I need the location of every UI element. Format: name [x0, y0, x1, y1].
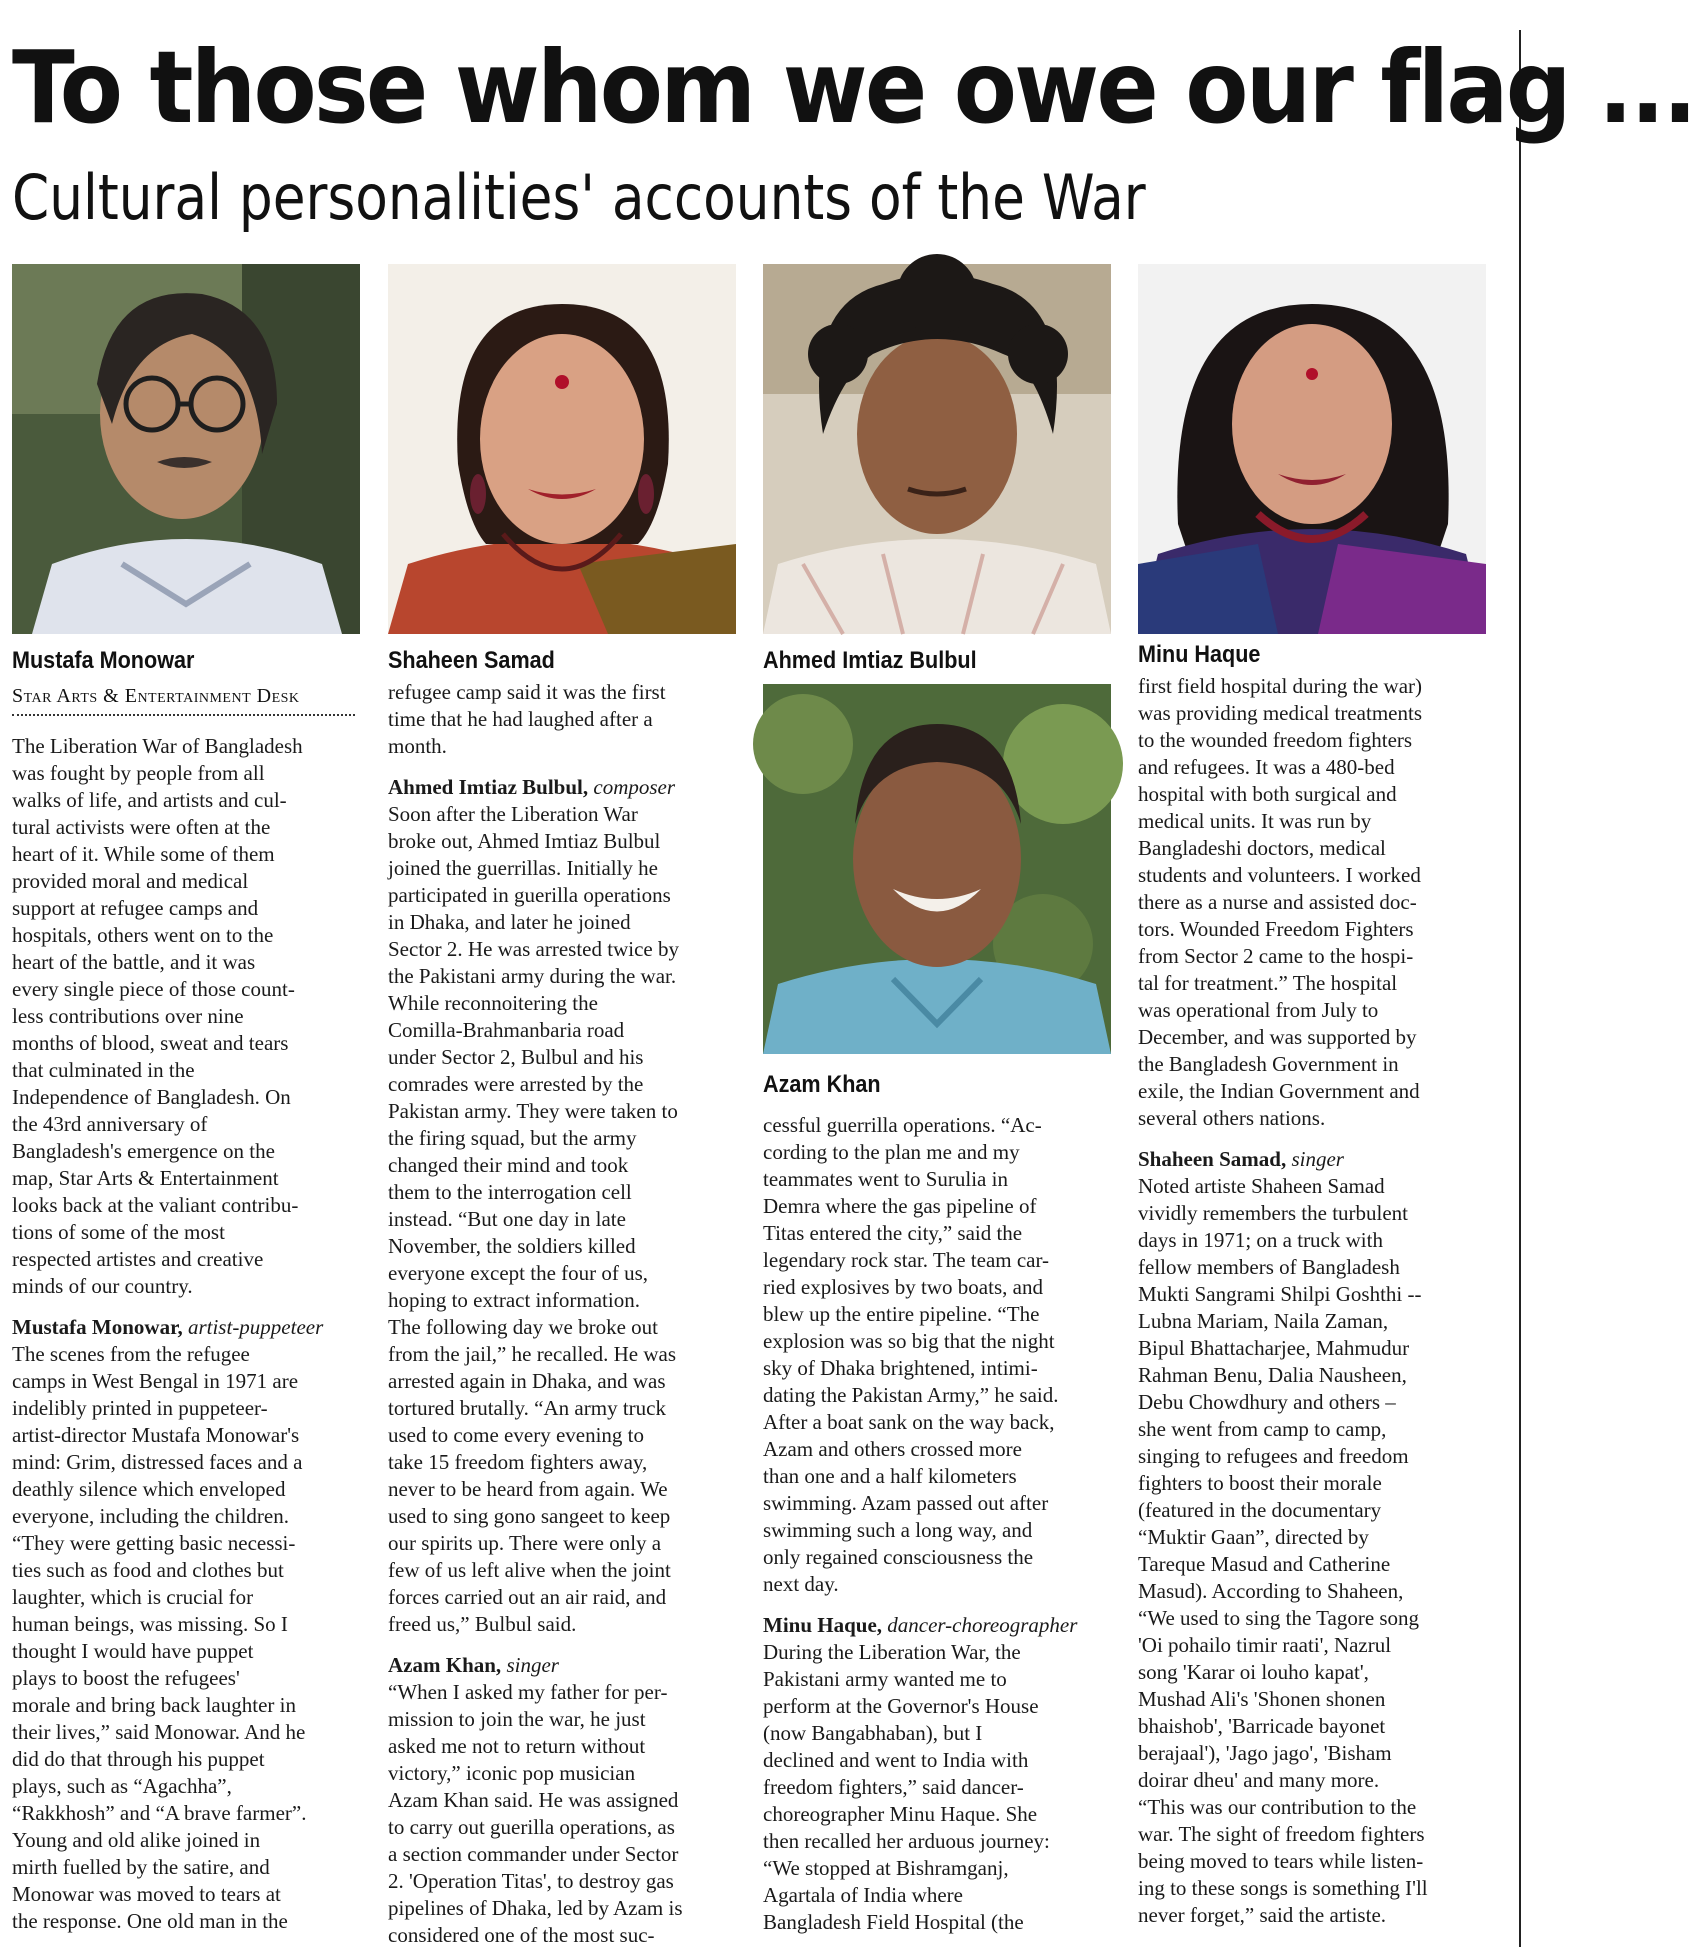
- caption-ahmed-imtiaz-bulbul: Ahmed Imtiaz Bulbul: [763, 647, 977, 674]
- column-2: [388, 679, 743, 1949]
- subheadline: Cultural personalities' accounts of the War: [12, 161, 1146, 234]
- section-monowar-role: artist-puppeteer: [187, 1315, 324, 1339]
- photo-shaheen-samad: [388, 264, 736, 634]
- section-bulbul: [388, 774, 743, 1638]
- caption-azam-khan: Azam Khan: [763, 1071, 881, 1098]
- photo-ahmed-imtiaz-bulbul: [763, 264, 1111, 634]
- section-minu-role: dancer-choreographer: [887, 1613, 1078, 1637]
- monowar-continued: refugee camp said it was the first time that he had laughed after a month.: [388, 680, 666, 758]
- section-bulbul-name: Ahmed Imtiaz Bulbul,: [388, 775, 589, 799]
- column-3: [763, 1112, 1118, 1936]
- right-column-rule: [1519, 30, 1521, 1947]
- caption-minu-haque: Minu Haque: [1138, 641, 1261, 668]
- minu-continued: first field hospital during the war) was providing medical treatments to the wounded freedom fighters and refugees. It was a 480-bed hospital with both surgical and medical units. It was run by Bangladeshi doctors, medical students and volunteers. I worked there as a nurse and assisted doc- tors. Wounded Freedom Fighters from Sector 2 came to the hospi- tal for treatment.” The hospital was operational from July to December, and was supported by the Bangladesh Government in exile, the Indian Government and several others nations.: [1138, 674, 1423, 1130]
- section-monowar-text: The scenes from the refugee camps in West Bengal in 1971 are indelibly printed in puppeteer- artist-director Mustafa Monowar's mind: Grim, distressed faces and a deathly silence which enveloped everyone, including the children. “They were getting basic necessi- ties such as food and clothes but laughter, which is crucial for human beings, was missing. So I thought I would have puppet plays to boost the refugees' morale and bring back laughter in their lives,” said Monowar. And he did do that through his puppet plays, such as “Agachha”, “Rakkhosh” and “A brave farmer”. Young and old alike joined in mirth fuelled by the satire, and Monowar was moved to tears at the response. One old man in the: [12, 1342, 307, 1933]
- photo-azam-khan: [763, 684, 1111, 1054]
- section-shaheen-name: Shaheen Samad,: [1138, 1147, 1287, 1171]
- caption-mustafa-monowar: Mustafa Monowar: [12, 647, 195, 674]
- byline-divider: [12, 714, 355, 716]
- section-monowar-name: Mustafa Monowar,: [12, 1315, 183, 1339]
- section-azam: [388, 1652, 743, 1949]
- section-azam-role: singer: [506, 1653, 559, 1677]
- section-bulbul-role: composer: [593, 775, 676, 799]
- azam-continued: cessful guerrilla operations. “Ac- cording to the plan me and my teammates went to Surulia in Demra where the gas pipeline of Titas entered the city,” said the legendary rock star. The team car- ried explosives by two boats, and blew up the entire pipeline. “The explosion was so big that the night sky of Dhaka brightened, intimi- dating the Pakistan Army,” he said. After a boat sank on the way back, Azam and others crossed more than one and a half kilometers swimming. Azam passed out after swimming such a long way, and only regained consciousness the next day.: [763, 1113, 1059, 1596]
- section-azam-name: Azam Khan,: [388, 1653, 502, 1677]
- headline: To those whom we owe our flag ...: [12, 29, 1695, 146]
- section-minu-name: Minu Haque,: [763, 1613, 883, 1637]
- column-1: [12, 733, 367, 1935]
- intro-paragraph: The Liberation War of Bangladesh was fought by people from all walks of life, and artists and cul- tural activists were often at the heart of it. While some of them provided moral and medical support at refugee camps and hospitals, others went on to the heart of the battle, and it was every single piece of those count- less contributions over nine months of blood, sweat and tears that culminated in the Independence of Bangladesh. On the 43rd anniversary of Bangladesh's emergence on the map, Star Arts & Entertainment looks back at the valiant contribu- tions of some of the most respected artistes and creative minds of our country.: [12, 734, 303, 1298]
- photo-minu-haque: [1138, 264, 1486, 634]
- caption-shaheen-samad: Shaheen Samad: [388, 647, 555, 674]
- section-bulbul-text: Soon after the Liberation War broke out, Ahmed Imtiaz Bulbul joined the guerrillas. Initially he participated in guerilla operations in Dhaka, and later he joined Sector 2. He was arrested twice by the Pakistani army during the war. While reconnoitering the Comilla-Brahmanbaria road under Sector 2, Bulbul and his comrades were arrested by the Pakistan army. They were taken to the firing squad, but the army changed their mind and took them to the interrogation cell instead. “But one day in late November, the soldiers killed everyone except the four of us, hoping to extract information. The following day we broke out from the jail,” he recalled. He was arrested again in Dhaka, and was tortured brutally. “An army truck used to come every evening to take 15 freedom fighters away, never to be heard from again. We used to sing gono sangeet to keep our spirits up. There were only a few of us left alive when the joint forces carried out an air raid, and freed us,” Bulbul said.: [388, 802, 679, 1636]
- section-shaheen-role: singer: [1291, 1147, 1344, 1171]
- section-shaheen-text: Noted artiste Shaheen Samad vividly remembers the turbulent days in 1971; on a truck with fellow members of Bangladesh Mukti Sangrami Shilpi Goshthi -- Lubna Mariam, Naila Zaman, Bipul Bhattacharjee, Mahmudur Rahman Benu, Dalia Nausheen, Debu Chowdhury and others – she went from camp to camp, singing to refugees and freedom fighters to boost their morale (featured in the documentary “Muktir Gaan”, directed by Tareque Masud and Catherine Masud). According to Shaheen, “We used to sing the Tagore song 'Oi pohailo timir raati', Nazrul song 'Karar oi louho kapat', Mushad Ali's 'Shonen shonen bhaishob', 'Barricade bayonet berajaal'), 'Jago jago', 'Bisham doirar dheu' and many more. “This was our contribution to the war. The sight of freedom fighters being moved to tears while listen- ing to these songs is something I'll never forget,” said the artiste.: [1138, 1174, 1428, 1927]
- section-azam-text: “When I asked my father for per- mission to join the war, he just asked me not to return without victory,” iconic pop musician Azam Khan said. He was assigned to carry out guerilla operations, as a section commander under Sector 2. 'Operation Titas', to destroy gas pipelines of Dhaka, led by Azam is considered one of the most suc-: [388, 1680, 683, 1947]
- section-monowar: [12, 1314, 367, 1935]
- photo-mustafa-monowar: [12, 264, 360, 634]
- section-minu: [763, 1612, 1118, 1936]
- section-shaheen: [1138, 1146, 1508, 1929]
- byline: Star Arts & Entertainment Desk: [12, 685, 300, 707]
- column-4: [1138, 673, 1508, 1929]
- section-minu-text: During the Liberation War, the Pakistani army wanted me to perform at the Governor's House (now Bangabhaban), but I declined and went to India with freedom fighters,” said dancer- choreographer Minu Haque. She then recalled her arduous journey: “We stopped at Bishramganj, Agartala of India where Bangladesh Field Hospital (the: [763, 1640, 1050, 1934]
